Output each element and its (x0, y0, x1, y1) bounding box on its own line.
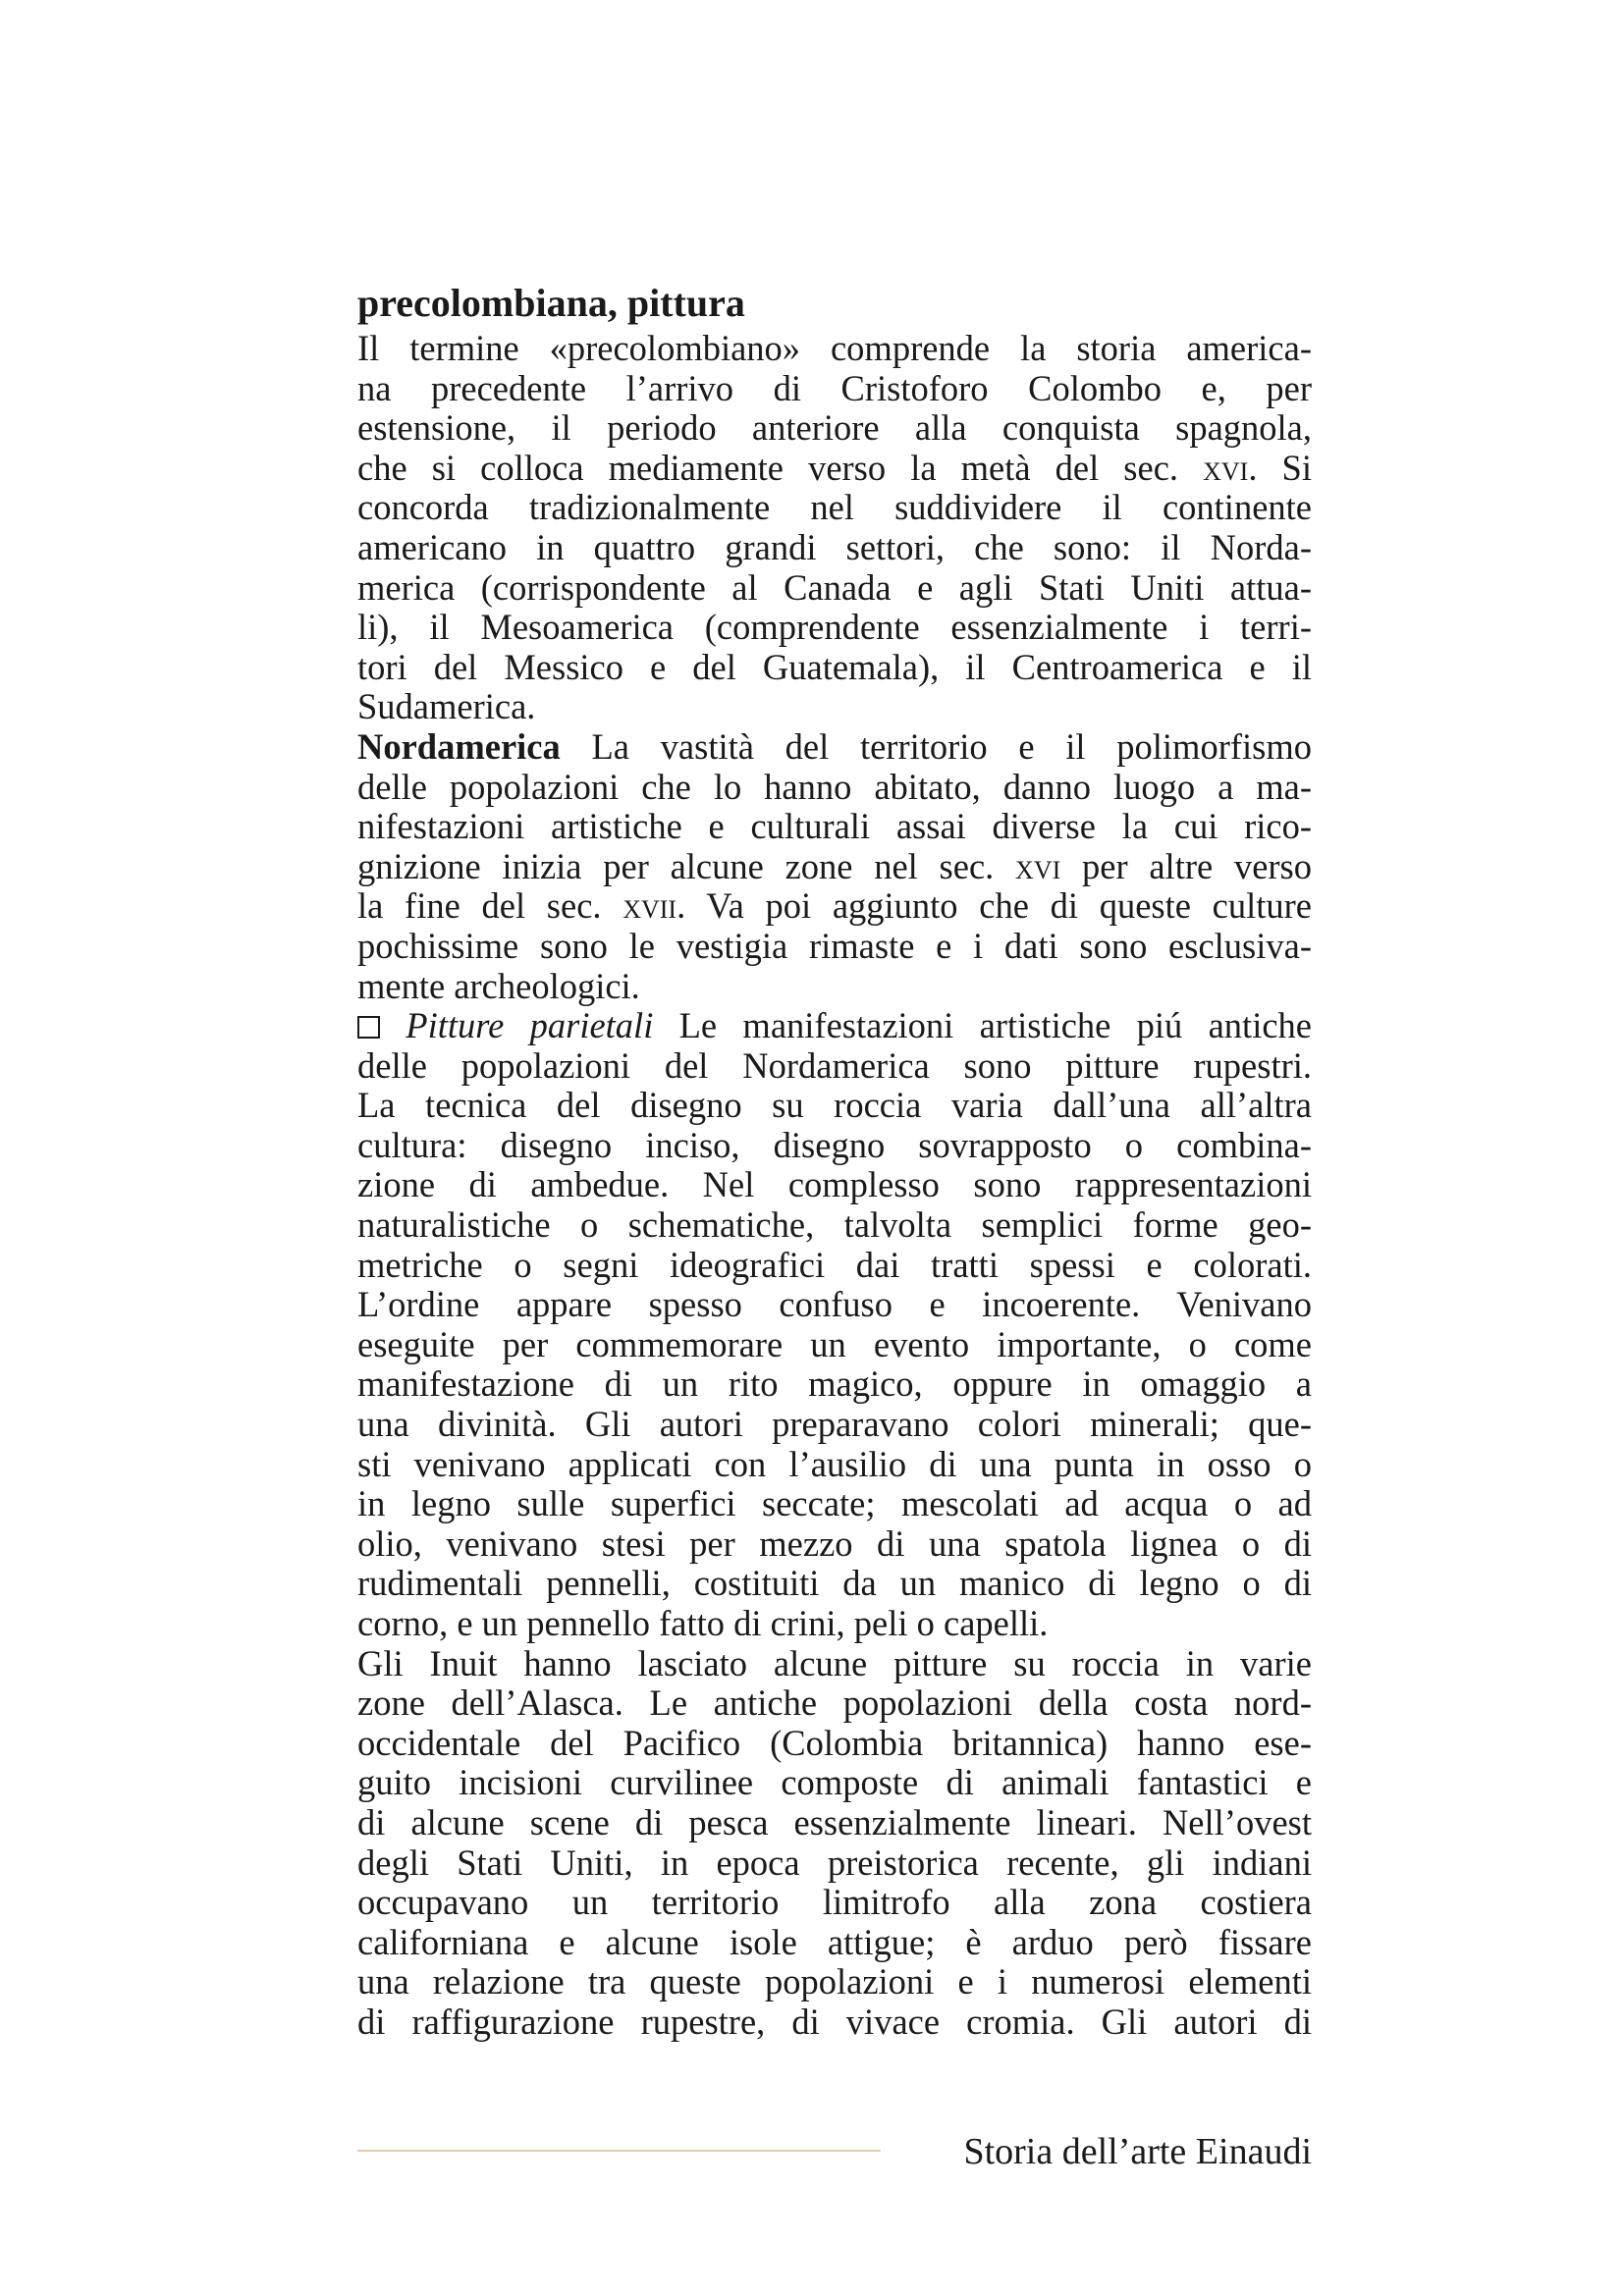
subsection-heading: Pitture parietali (406, 1005, 654, 1046)
text-line (357, 967, 1312, 1007)
text-run: una relazione tra queste popolazioni e i numerosi elementi (357, 1961, 1312, 2002)
text-line (357, 1683, 1312, 1724)
text-run: occupavano un territorio limitrofo alla zona costiera (357, 1882, 1312, 1923)
text-line (357, 1086, 1312, 1126)
text-line (357, 1962, 1312, 2002)
roman-numeral: xvii (622, 885, 677, 927)
text-run: nifestazioni artistiche e culturali assai diverse la cui rico- (357, 806, 1312, 847)
text-run: una divinità. Gli autori preparavano colori minerali; que- (357, 1404, 1312, 1445)
entry-title: precolombiana, pittura (357, 281, 745, 325)
text-line (357, 727, 1312, 768)
text-run: concorda tradizionalmente nel suddividere il continente (357, 487, 1312, 528)
text-run: di raffigurazione rupestre, di vivace cromia. Gli autori di (357, 2001, 1312, 2042)
text-line (357, 488, 1312, 528)
text-run: gnizione inizia per alcune zone nel sec. (357, 845, 1016, 886)
text-line (357, 2002, 1312, 2043)
text-run: manifestazione di un rito magico, oppure in omaggio a (357, 1363, 1312, 1405)
footer-rule (357, 2150, 881, 2152)
text-run: estensione, il periodo anteriore alla conquista spagnola, (357, 407, 1312, 449)
text-run: in legno sulle superfici seccate; mescolati ad acqua o ad (357, 1483, 1312, 1524)
footer-publisher: Storia dell’arte Einaudi (963, 2131, 1312, 2172)
section-heading: Nordamerica (357, 725, 561, 767)
text-line (357, 1883, 1312, 1923)
text-line (357, 1923, 1312, 1963)
text-run: na precedente l’arrivo di Cristoforo Colombo e, per (357, 367, 1312, 408)
text-run: rudimentali pennelli, costituiti da un manico di legno o di (357, 1563, 1312, 1604)
text-line (357, 528, 1312, 568)
text-line (357, 1763, 1312, 1803)
text-line (357, 1445, 1312, 1485)
text-line (357, 927, 1312, 967)
text-run: guito incisioni curvilinee composte di animali fantastici e (357, 1762, 1312, 1803)
entry-body (357, 329, 1312, 2043)
text-run: per altre verso (1060, 845, 1312, 886)
text-line (357, 1246, 1312, 1286)
text-run: di alcune scene di pesca essenzialmente lineari. Nell’ovest (357, 1801, 1312, 1842)
text-line (357, 449, 1312, 489)
text-run: . Si (1248, 447, 1312, 488)
text-run: corno, e un pennello fatto di crini, peli o capelli. (357, 1603, 1049, 1643)
text-run: mente archeologici. (357, 965, 640, 1006)
text-line (357, 1126, 1312, 1166)
text-run: zone dell’Alasca. Le antiche popolazioni della costa nord- (357, 1682, 1312, 1724)
text-run: merica (corrispondente al Canada e agli Stati Uniti attua- (357, 566, 1312, 608)
text-line (357, 568, 1312, 609)
text-run: degli Stati Uniti, in epoca preistorica recente, gli indiani (357, 1842, 1312, 1883)
text-line (357, 1364, 1312, 1405)
text-line (357, 1724, 1312, 1764)
text-line (357, 847, 1312, 887)
text-line (357, 1803, 1312, 1843)
text-run: la fine del sec. (357, 885, 623, 927)
text-run: L’ordine appare spesso confuso e incoerente. Venivano (357, 1284, 1312, 1325)
text-run: Il termine «precolombiano» comprende la storia america- (357, 328, 1312, 368)
text-run: eseguite per commemorare un evento importante, o come (357, 1323, 1312, 1364)
text-line (357, 1046, 1312, 1087)
text-run: La vastità del territorio e il polimorfismo (560, 725, 1312, 767)
text-run: naturalistiche o schematiche, talvolta semplici forme geo- (357, 1204, 1312, 1246)
text-line (357, 1165, 1312, 1205)
text-line (357, 886, 1312, 927)
text-run: Gli Inuit hanno lasciato alcune pitture su roccia in varie (357, 1642, 1312, 1683)
text-run: californiana e alcune isole attigue; è arduo però fissare (357, 1921, 1312, 1962)
text-run: tori del Messico e del Guatemala), il Centroamerica e il (357, 646, 1312, 687)
text-line (357, 687, 1312, 727)
text-run: . Va poi aggiunto che di queste culture (676, 885, 1312, 927)
text-line (357, 1524, 1312, 1565)
text-line (357, 329, 1312, 369)
text-line (357, 1564, 1312, 1604)
roman-numeral: xvi (1015, 845, 1061, 886)
text-line (357, 369, 1312, 409)
text-line (357, 807, 1312, 847)
text-line (357, 1006, 1312, 1046)
text-run: sti venivano applicati con l’ausilio di una punta in osso o (357, 1443, 1312, 1484)
text-line (357, 1604, 1312, 1644)
text-run: cultura: disegno inciso, disegno sovrapposto o combina- (357, 1124, 1312, 1165)
text-line (357, 608, 1312, 648)
text-run: delle popolazioni che lo hanno abitato, danno luogo a ma- (357, 766, 1312, 807)
text-run: Sudamerica. (357, 686, 536, 727)
text-line (357, 768, 1312, 808)
text-line (357, 1405, 1312, 1445)
text-run: delle popolazioni del Nordamerica sono pitture rupestri. (357, 1044, 1312, 1086)
text-run: Le manifestazioni artistiche piú antiche (653, 1005, 1312, 1046)
text-line (357, 1285, 1312, 1325)
text-line (357, 1484, 1312, 1524)
text-run: pochissime sono le vestigia rimaste e i dati sono esclusiva- (357, 925, 1312, 966)
box-icon (357, 1016, 380, 1039)
text-run: metriche o segni ideografici dai tratti spessi e colorati. (357, 1244, 1312, 1285)
text-line (357, 1325, 1312, 1365)
text-run: li), il Mesoamerica (comprendente essenzialmente i terri- (357, 607, 1312, 648)
text-line (357, 1843, 1312, 1884)
text-run (380, 1005, 406, 1045)
text-line (357, 408, 1312, 449)
text-line (357, 648, 1312, 688)
text-run: La tecnica del disegno su roccia varia dall’una all’altra (357, 1085, 1312, 1126)
text-run: occidentale del Pacifico (Colombia britannica) hanno ese- (357, 1722, 1312, 1763)
text-line (357, 1644, 1312, 1684)
text-run: americano in quattro grandi settori, che sono: il Norda- (357, 526, 1312, 567)
text-line (357, 1205, 1312, 1246)
text-run: olio, venivano stesi per mezzo di una spatola lignea o di (357, 1522, 1312, 1564)
roman-numeral: xvi (1203, 447, 1249, 488)
text-run: che si colloca mediamente verso la metà del sec. (357, 447, 1204, 488)
text-run: zione di ambedue. Nel complesso sono rappresentazioni (357, 1164, 1312, 1205)
